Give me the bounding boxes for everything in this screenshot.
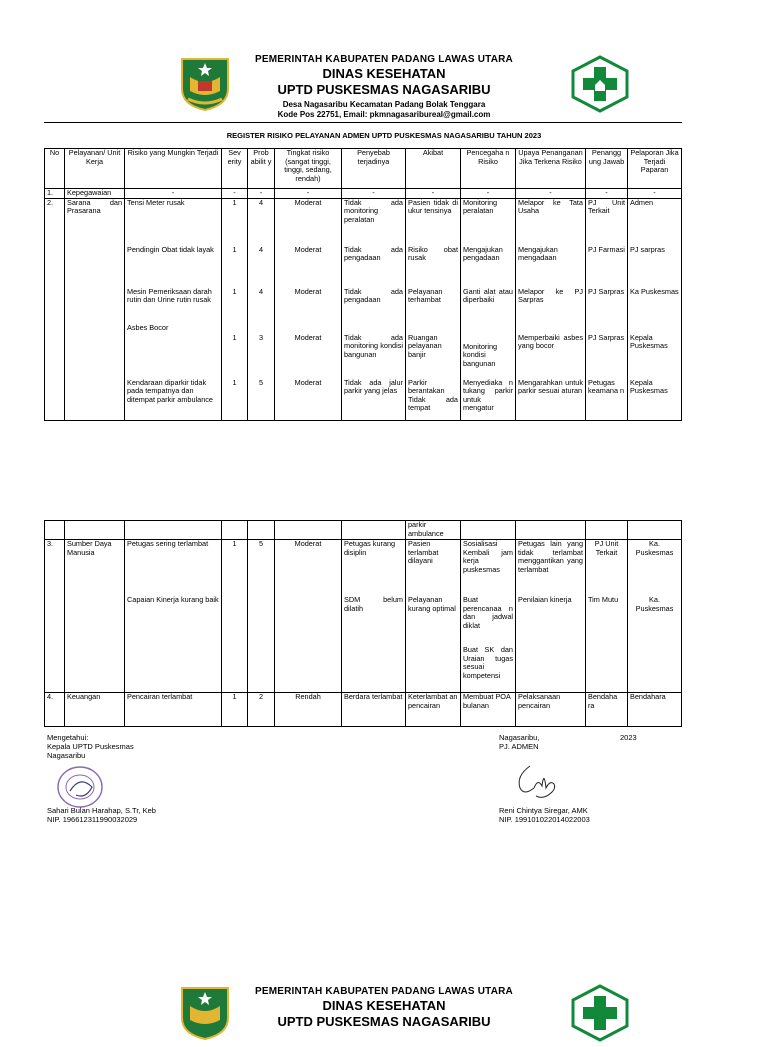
letterhead-agency: DINAS KESEHATAN: [322, 66, 446, 81]
admen-role: PJ. ADMEN: [499, 742, 539, 751]
table-row: parkir ambulance: [45, 521, 682, 540]
col-upaya: Upaya Penanganan Jika Terkena Risiko: [516, 149, 586, 189]
official-stamp: [56, 765, 104, 809]
col-risiko: Risiko yang Mungkin Terjadi: [125, 149, 222, 189]
col-pencegahan: Pencegaha n Risiko: [461, 149, 516, 189]
letterhead-next-page: PEMERINTAH KABUPATEN PADANG LAWAS UTARA DINAS KESEHATAN UPTD PUSKESMAS NAGASARIBU: [255, 986, 513, 1029]
risk-register-table: [44, 148, 682, 421]
admen-signature-block: [499, 806, 699, 824]
sign-place: Nagasaribu,: [499, 733, 540, 742]
col-akibat: Akibat: [406, 149, 461, 189]
letterhead-government: PEMERINTAH KABUPATEN PADANG LAWAS UTARA: [255, 54, 513, 65]
col-unit: Pelayanan/ Unit Kerja: [65, 149, 125, 189]
table-header-row: [45, 149, 682, 189]
col-tingkat: Tingkat risiko (sangat tinggi, tinggi, sedang, rendah): [275, 149, 342, 189]
table-row: 4. Keuangan Pencairan terlambat 1 2 Rendah Berdara terlambat Keterlambat an pencairan Membuat POA bulanan Pelaksanaan pencairan Bendaha ra Bendahara: [45, 693, 682, 727]
letterhead: [0, 54, 768, 119]
head-title: Kepala UPTD Puskesmas: [47, 742, 134, 751]
head-name: Sahari Bulan Harahap, S.Tr, Keb: [47, 806, 156, 815]
head-nip: NIP. 196612311990032029: [47, 815, 138, 824]
acknowledged-label: Mengetahui:: [47, 733, 89, 742]
document-title: REGISTER RISIKO PELAYANAN ADMEN UPTD PUSKESMAS NAGASARIBU TAHUN 2023: [226, 131, 542, 140]
table-row: 2. Sarana dan Prasarana Tensi Meter rusak Pendingin Obat tidak layak Mesin Pemeriksaan darah rutin dan Urine rutin rusak Asbes Bocor Kendaraan diparkir tidak pada tempatnya dan ditempat parkir ambulance 1 1 1 1 1 4 4 4 3 5 Moderat Moderat Moderat Moderat Moderat Tidak ada monitoring peralatan Tidak ada pengadaan Tidak ada pengadaan Tidak ada monitoring kondisi bangunan Tidak ada jalur parkir yang jelas Pasien tidak di ukur tensinya Risiko obat rusak Pelayanan terhambat Ruangan pelayanan banjir Parkir berantakan Tidak ada tempat Monitoring peralatan Mengajukan pengadaan Ganti alat atau diperbaiki Monitoring kondisi bangunan Menyediaka n tukang parkir untuk mengatur Melapor ke Tata Usaha Mengajukan mengadaan Melapor ke PJ Sarpras Memperbaiki asbes yang bocor Mengarahkan untuk parkir sesuai aturan PJ Unit Terkait PJ Farmasi PJ Sarpras PJ Sarpras Petugas keamana n Admen PJ sarpras Ka Puskesmas Kepala Puskesmas Kepala Puskesmas: [45, 198, 682, 420]
risk-register-table-continued: [44, 520, 682, 727]
letterhead-divider: [44, 122, 682, 123]
table-row: 1. Kepegawaian - - - - - - - - - -: [45, 189, 682, 199]
handwritten-signature: [508, 758, 568, 802]
col-no: No: [45, 149, 65, 189]
head-location: Nagasaribu: [47, 751, 86, 760]
col-pj: Penangg ung Jawab: [586, 149, 628, 189]
sign-year: 2023: [620, 733, 637, 742]
col-probability: Prob abilit y: [248, 149, 275, 189]
signature-right: [499, 733, 649, 751]
letterhead-contact: Kode Pos 22751, Email: pkmnagasaribureal@gmail.com: [277, 110, 491, 119]
signature-left: [47, 733, 247, 760]
head-signature-block: [47, 806, 267, 824]
letterhead-address: Desa Nagasaribu Kecamatan Padang Bolak Tenggara: [282, 100, 486, 109]
col-penyebab: Penyebab terjadinya: [342, 149, 406, 189]
col-severity: Sev erity: [222, 149, 248, 189]
table-row: 3. Sumber Daya Manusia Petugas sering terlambat Capaian Kinerja kurang baik 1 5 Moderat Petugas kurang disiplin SDM belum dilatih Pasien terlambat dilayani Pelayanan kurang optimal Sosialisasi Kembali jam kerja puskesmas Buat perencanaa n dan jadwal diklat Buat SK dan Uraian tugas sesuai kompetensi Petugas lain yang tidak terlambat menggantikan yang terlambat Penilaian kinerja PJ Unit Terkait Tim Mutu Ka. Puskesmas Ka. Puskesmas: [45, 540, 682, 693]
col-pelaporan: Pelaporan Jika Terjadi Paparan: [628, 149, 682, 189]
admen-name: Reni Chintya Siregar, AMK: [499, 806, 588, 815]
admen-nip: NIP. 199101022014022003: [499, 815, 590, 824]
letterhead-unit: UPTD PUSKESMAS NAGASARIBU: [277, 82, 491, 97]
